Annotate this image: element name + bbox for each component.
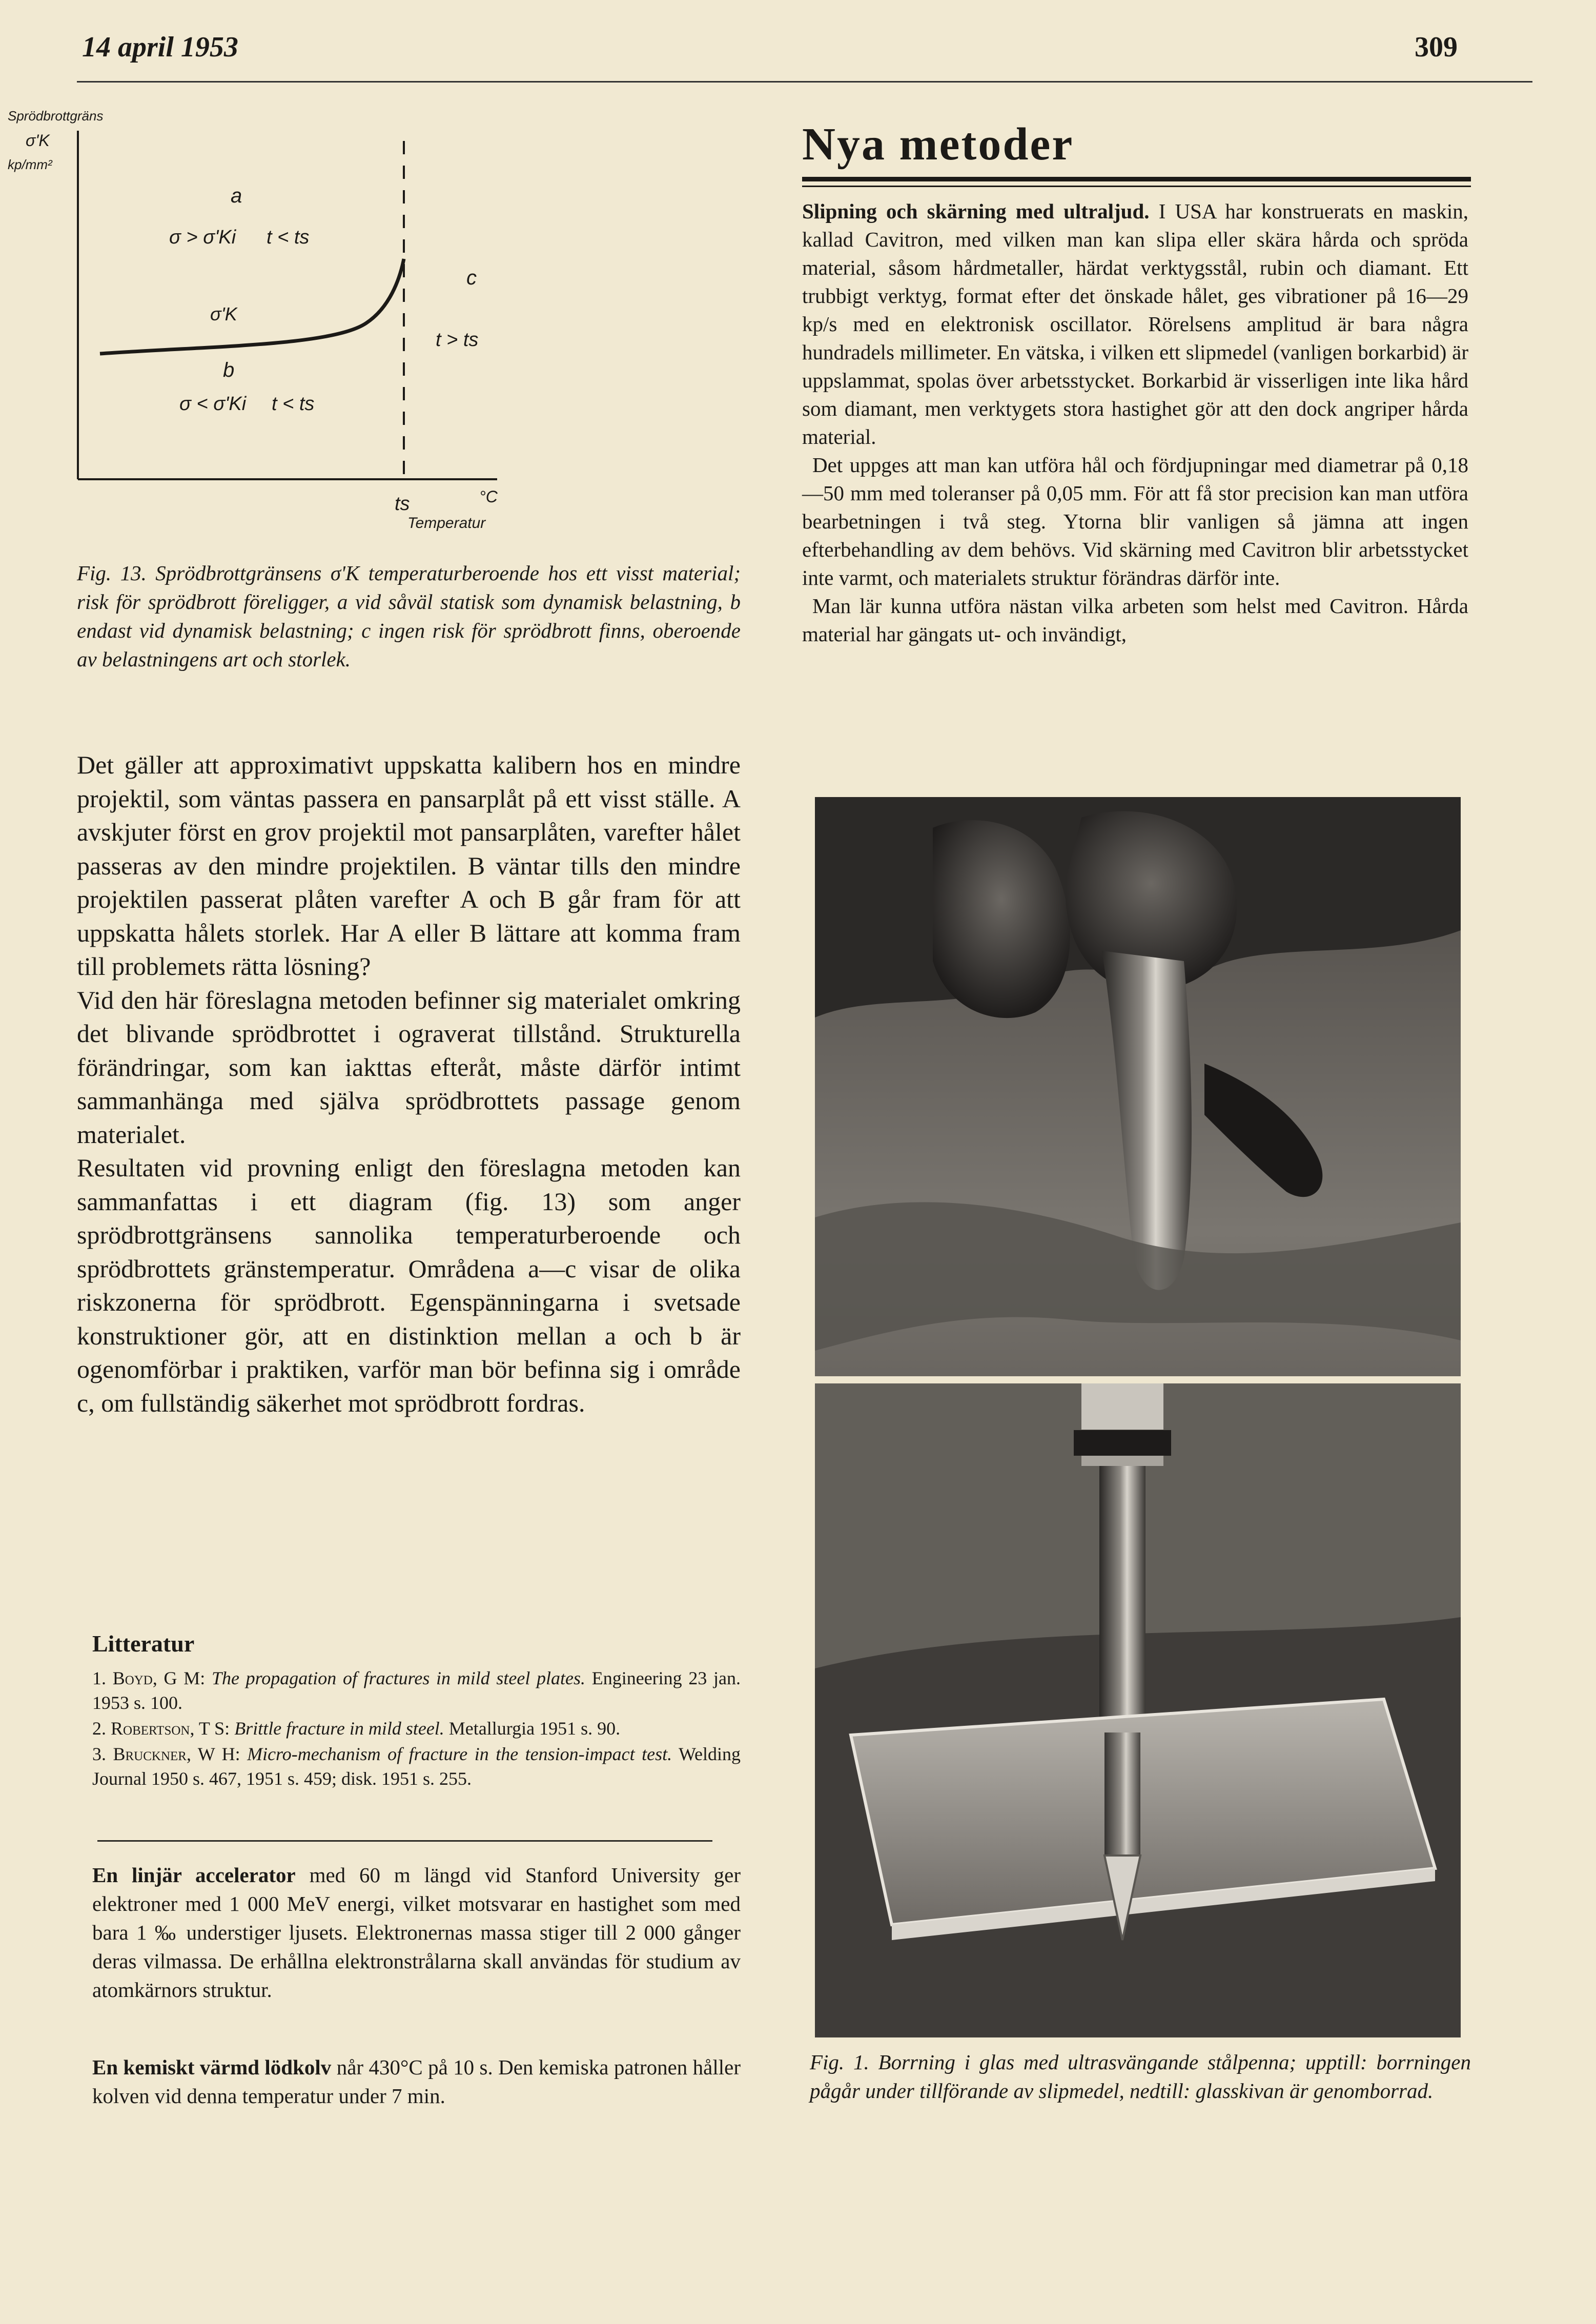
y-axis-label-3: kp/mm² <box>8 157 52 172</box>
section-title: Nya metoder <box>802 119 1074 170</box>
photo-divider <box>815 1376 1461 1383</box>
figure-13-caption: Fig. 13. Sprödbrottgränsens σ'K temperaturberoende hos ett visst material; risk för sprödbrott föreligger, a vid såväl statisk som dynamisk belastning, b endast vid dynamisk belastning; c ingen risk för sprödbrott finns, oberoende av belastningens art och storlek. <box>77 561 741 671</box>
right-paragraph-3: Man lär kunna utföra nästan vilka arbeten som helst med Cavitron. Hårda material har gängats ut- och invändigt, <box>802 594 1468 646</box>
x-unit: °C <box>479 487 498 506</box>
section-rule-thick <box>802 177 1471 181</box>
reference-item: 2. Robertson, T S: Brittle fracture in mild steel. Metallurgia 1951 s. 90. <box>92 1718 621 1739</box>
note-linear-accelerator <box>92 1861 741 2004</box>
photo-chuck-band <box>1074 1430 1171 1456</box>
page-number: 309 <box>1415 31 1458 63</box>
reference-list <box>92 1666 741 1792</box>
photo-drill-lower <box>1104 1732 1140 1856</box>
section-rule-thin <box>802 186 1471 187</box>
figure-1-caption: Fig. 1. Borrning i glas med ultrasvängande stålpenna; upptill: borrningen pågår under tillförande av slipmedel, nedtill: glasskivan är genomborrad. <box>810 2050 1471 2103</box>
right-paragraph-1 <box>802 197 1468 451</box>
region-b-condition-2: t < ts <box>272 393 315 415</box>
right-paragraph-1-lead: Slipning och skärning med ultraljud. <box>802 199 1150 223</box>
literature-heading: Litteratur <box>92 1630 195 1657</box>
note-accel-lead: En linjär accelerator <box>92 1863 296 1887</box>
x-tick-ts: ts <box>395 493 410 515</box>
note-lodkolv-lead: En kemiskt värmd lödkolv <box>92 2055 332 2079</box>
x-axis-label: Temperatur <box>407 515 486 532</box>
note-lodkolv-text: når 430°C på 10 s. Den kemiska patronen håller kolven vid denna temperatur under 7 min. <box>92 2055 741 2108</box>
figure-13-diagram <box>5 105 538 546</box>
photo-chuck-ring <box>1081 1456 1163 1466</box>
region-a-condition-2: t < ts <box>267 227 310 248</box>
y-axis-label-2: σ'K <box>26 131 50 150</box>
region-c-condition: t > ts <box>436 329 479 351</box>
region-c-label: c <box>466 267 477 289</box>
region-a-condition-1: σ > σ'Ki <box>169 227 236 248</box>
left-paragraph-1: Det gäller att approximativt uppskatta kalibern hos en mindre projektil, som väntas passera en pansarplåt på ett visst ställe. A avskjuter först en grov projektil mot pansarplåten, varefter hålet passeras av den mindre projektilen. B väntar tills den mindre projektilen passerat plåten varefter A och B går fram för att uppskatta hålets storlek. Har A eller B lättare att komma fram till problemets rätta lösning? <box>77 750 741 981</box>
right-paragraph-2: Det uppges att man kan utföra hål och fördjupningar med diametrar på 0,18—50 mm med toleranser på 0,05 mm. För att få stor precision kan man utföra bearbetningen i två steg. Ytorna blir vanligen så jämna att ingen efterbehandling av dem behövs. Vid skärning med Cavitron blir arbetsstycket inte varmt, och materialets struktur förändras därför inte. <box>802 453 1468 589</box>
notes-separator <box>97 1840 712 1842</box>
right-column-body <box>802 197 1468 648</box>
note-accel-text: med 60 m längd vid Stanford University ger elektroner med 1 000 MeV energi, vilket motsvarar en hastighet som med bara 1 ‰ understiger ljusets. Elektronernas massa stiger till 2 000 gånger deras vilmassa. De erhållna elektronstrålarna skall användas för studium av atomkärnors struktur. <box>92 1863 741 2002</box>
brittle-limit-curve <box>100 259 404 354</box>
left-paragraph-2: Vid den här föreslagna metoden befinner sig materialet omkring det blivande sprödbrottet i ograverat tillstånd. Strukturella förändringar, som kan iakttas efteråt, måste därför intimt sammanhänga med själva sprödbrottets passage genom materialet. <box>77 985 741 1149</box>
right-paragraph-1-text: I USA har konstruerats en maskin, kallad Cavitron, med vilken man kan slipa eller skära hårda och spröda material, såsom hårdmetaller, härdat verktygsstål, rubin och diamant. Ett trubbigt verktyg, format efter det önskade hålet, ges vibrationer på 16—29 kp/s med en elektronisk oscillator. Rörelsens amplitud är bara några hundradels millimeter. En vätska, i vilken ett slipmedel (vanligen borkarbid) är uppslammat, spolas över arbetsstycket. Borkarbid är visserligen inte lika hård som diamant, men verktygets stora hastighet gör att den dock angriper hårda material. <box>802 199 1469 449</box>
note-soldering-iron <box>92 2053 741 2110</box>
photo-drill-shaft <box>1099 1466 1145 1732</box>
curve-label: σ'K <box>210 303 237 324</box>
header-rule <box>77 81 1532 83</box>
region-a-label: a <box>231 185 242 207</box>
reference-item: 3. Bruckner, W H: Micro-mechanism of fracture in the tension-impact test. Welding Journal 1950 s. 467, 1951 s. 459; disk. 1951 s. 255. <box>92 1744 741 1789</box>
left-paragraph-3: Resultaten vid provning enligt den föreslagna metoden kan sammanfattas i ett diagram (fig. 13) som anger sprödbrottgränsens sannolika temperaturberoende och sprödbrottets gränstemperatur. Områdena a—c visar de olika riskzonerna för sprödbrott. Egenspänningarna i svetsade konstruktioner gör, att en distinktion mellan a och b är ogenomförbar i praktiken, varför man bör befinna sig i område c, om fullständig säkerhet mot sprödbrott fordras. <box>77 1153 741 1417</box>
left-column-body <box>77 748 741 1420</box>
reference-item: 1. Boyd, G M: The propagation of fractures in mild steel plates. Engineering 23 jan. 1953 s. 100. <box>92 1668 741 1713</box>
running-head-date: 14 april 1953 <box>82 31 238 63</box>
y-axis-label-1: Sprödbrottgräns <box>8 108 104 124</box>
region-b-condition-1: σ < σ'Ki <box>179 393 247 415</box>
region-b-label: b <box>223 359 235 381</box>
cavitron-photo <box>815 797 1461 2037</box>
photo-chuck <box>1081 1383 1163 1430</box>
